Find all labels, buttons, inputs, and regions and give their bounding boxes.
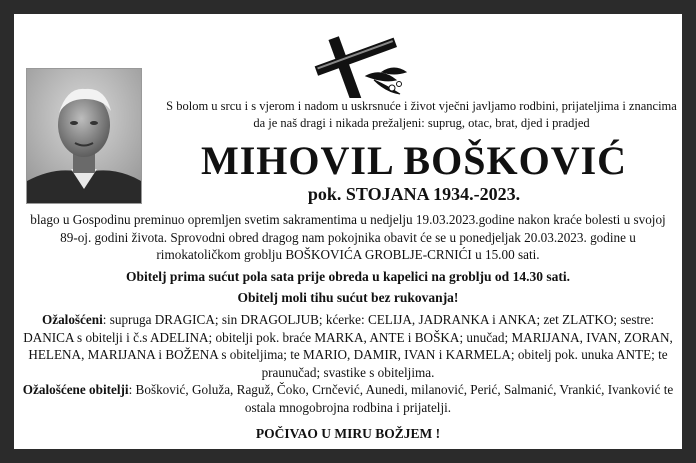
portrait-photo [26, 68, 142, 204]
father-and-years: pok. STOJANA 1934.-2023. [307, 184, 521, 204]
silent-condolence-notice: Obitelj moli tihu sućut bez rukovanja! [237, 290, 459, 305]
mourners-list: : supruga DRAGICA; sin DRAGOLJUB; kćerke: CELIJA, JADRANKA i ANKA; zet ZLATKO; sestre: DANICA s obitelji i č.s ADELINA; obitelji pok. braće MARKA, ANTE i BOŠKA; unučad; MARIJANA, IVAN, ZORAN, HELENA, MARIJANA i BOŽENA s obiteljima; te MARIO, DAMIR, IVAN i KARMELA; obitelj pok. unuka ANTE; te praunučad; svastike s obiteljima. [23, 312, 673, 380]
obituary-card [14, 14, 682, 449]
cross-icon [296, 28, 416, 98]
announcement-body: blago u Gospodinu preminuo opremljen svetim sakramentima u nedjelju 19.03.2023.godine nakon kraće bolesti u svojoj 89-oj. godini života. Sprovodni obred dragog nam pokojnika obavit će se u ponedjeljak 20.03.2023. godine u rimokatoličkom groblju BOŠKOVIĆA GROBLJE-CRNIĆI u 15.00 sati. [30, 212, 666, 262]
condolence-notice: Obitelj prima sućut pola sata prije obreda u kapelici na groblju od 14.30 sati. [126, 269, 570, 284]
intro-text: S bolom u srcu i s vjerom i nadom u uskrsnuće i život vječni javljamo rodbini, prijateljima i znancima da je naš dragi i nikada prežaljeni: suprug, otac, brat, djed i pradjed [166, 99, 677, 130]
families-label: Ožalošćene obitelji [22, 382, 129, 397]
mourners-label: Ožalošćeni [41, 312, 103, 327]
mourners-section [22, 311, 674, 416]
deceased-name: MIHOVIL BOŠKOVIĆ [200, 138, 628, 183]
rest-in-peace: POČIVAO U MIRU BOŽJEM ! [255, 426, 441, 441]
families-list: : Bošković, Goluža, Raguž, Čoko, Crnčević, Aunedi, milanović, Perić, Salmanić, Vrankić, Ivanković te ostala mnogobrojna rodbina i prijatelji. [128, 382, 674, 415]
